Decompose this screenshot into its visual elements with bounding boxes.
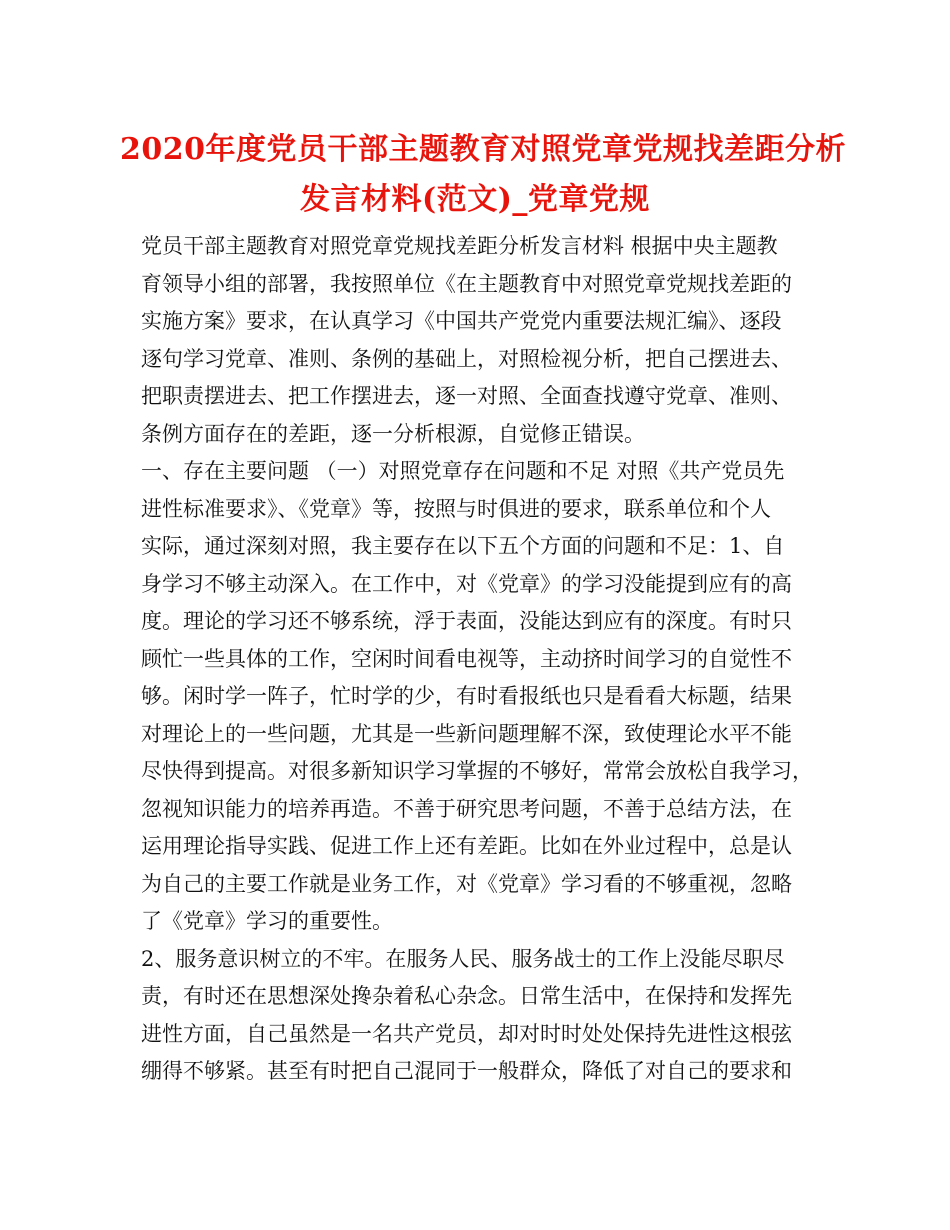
body-line: 条例方面存在的差距，逐一分析根源，自觉修正错误。 [141, 421, 645, 446]
body-line: 育领导小组的部署，我按照单位《在主题教育中对照党章党规找差距的 [141, 271, 792, 296]
body-line: 了《党章》学习的重要性。 [141, 909, 393, 933]
body-line: 够。闲时学一阵子，忙时学的少，有时看报纸也只是看看大标题，结果 [141, 684, 792, 708]
body-line: 实际，通过深刻对照，我主要存在以下五个方面的问题和不足：1、自 [141, 534, 785, 558]
body-line: 一、存在主要问题 （一）对照党章存在问题和不足 对照《共产党员先 [141, 459, 785, 483]
body-line: 身学习不够主动深入。在工作中，对《党章》的学习没能提到应有的高 [141, 571, 792, 596]
body-line: 进性方面，自己虽然是一名共产党员，却对时时处处保持先进性这根弦 [141, 1021, 792, 1046]
document-title-line-2: 发言材料(范文)_党章党规 [300, 182, 650, 217]
body-line: 2、服务意识树立的不牢。在服务人民、服务战士的工作上没能尽职尽 [141, 946, 785, 971]
document-title-line-1: 2020年度党员干部主题教育对照党章党规找差距分析 [120, 132, 846, 167]
body-line: 责，有时还在思想深处搀杂着私心杂念。日常生活中，在保持和发挥先 [141, 984, 792, 1008]
body-line: 进性标准要求》、《党章》等，按照与时俱进的要求，联系单位和个人 [141, 496, 771, 521]
body-line: 运用理论指导实践、促进工作上还有差距。比如在外业过程中，总是认 [141, 834, 792, 858]
body-line: 对理论上的一些问题，尤其是一些新问题理解不深，致使理论水平不能 [141, 721, 792, 746]
body-line: 度。理论的学习还不够系统，浮于表面，没能达到应有的深度。有时只 [141, 609, 792, 633]
body-line: 绷得不够紧。甚至有时把自己混同于一般群众，降低了对自己的要求和 [141, 1059, 792, 1083]
body-line: 党员干部主题教育对照党章党规找差距分析发言材料 根据中央主题教 [141, 234, 778, 258]
body-line: 顾忙一些具体的工作，空闲时间看电视等，主动挤时间学习的自觉性不 [141, 646, 792, 671]
body-line: 逐句学习党章、准则、条例的基础上，对照检视分析，把自己摆进去、 [141, 346, 792, 371]
body-line: 尽快得到提高。对很多新知识学习掌握的不够好，常常会放松自我学习， [141, 759, 813, 783]
body-line: 为自己的主要工作就是业务工作，对《党章》学习看的不够重视，忽略 [141, 871, 792, 896]
body-line: 实施方案》要求，在认真学习《中国共产党党内重要法规汇编》、逐段 [141, 309, 782, 333]
body-line: 把职责摆进去、把工作摆进去，逐一对照、全面查找遵守党章、准则、 [141, 384, 792, 408]
body-line: 忽视知识能力的培养再造。不善于研究思考问题，不善于总结方法，在 [141, 796, 792, 821]
document-body [141, 228, 821, 1091]
